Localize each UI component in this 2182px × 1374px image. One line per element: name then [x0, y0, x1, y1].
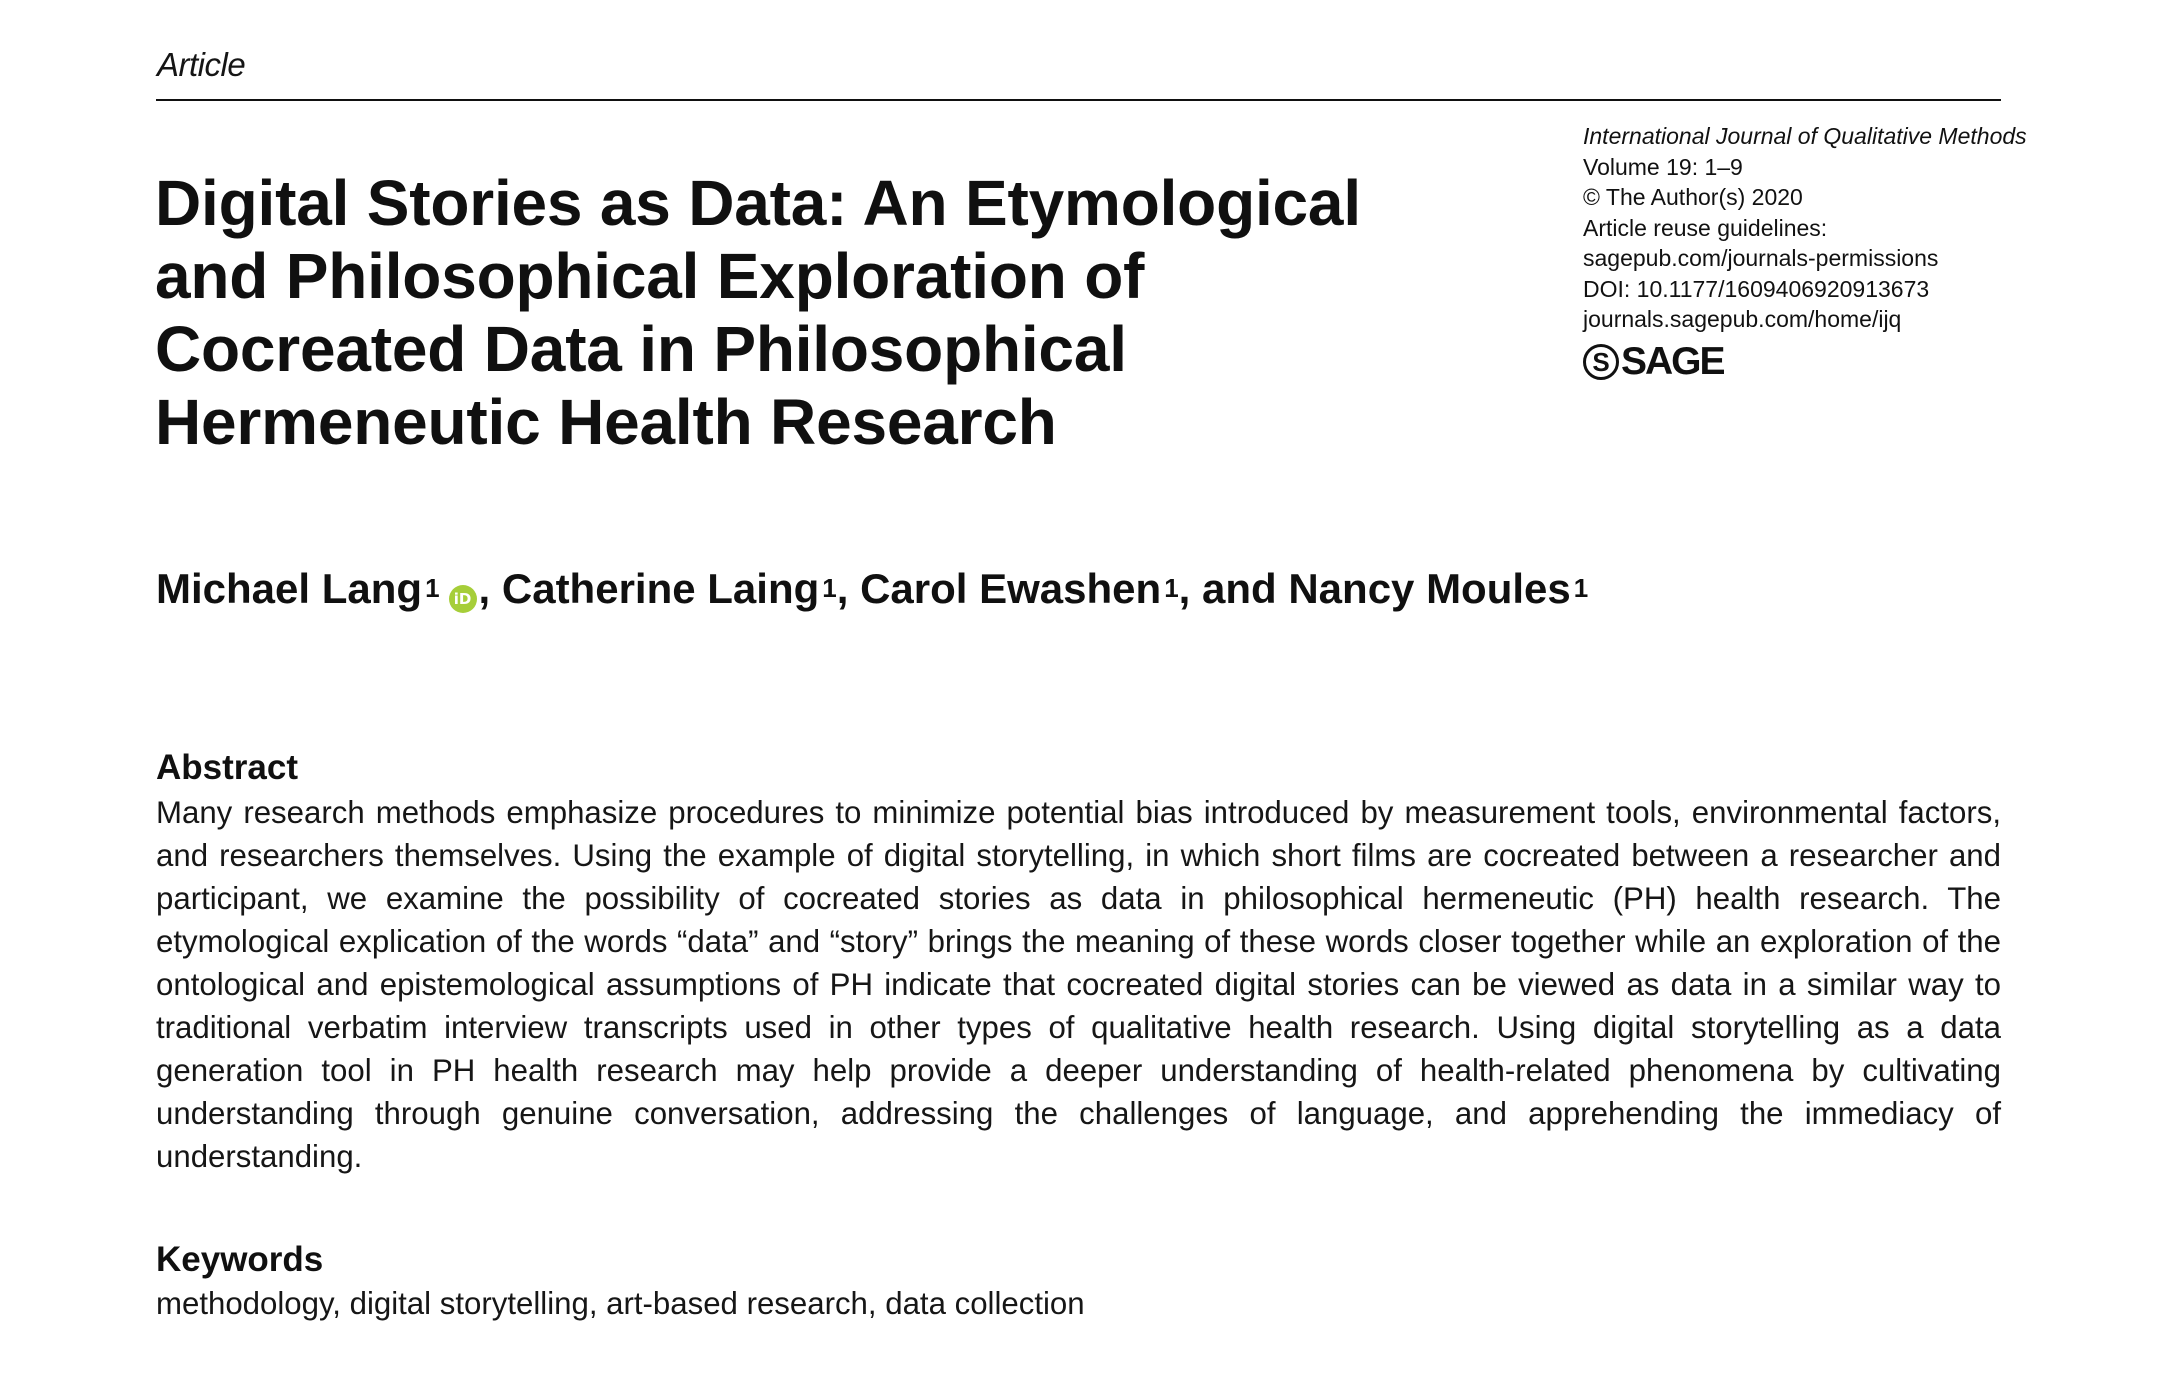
author-name: Carol Ewashen — [860, 565, 1162, 612]
author-name: Nancy Moules — [1288, 565, 1571, 612]
article-title: Digital Stories as Data: An Etymological and Philosophical Exploration of Cocreated Data in Philosophical Hermeneutic Health Research — [155, 167, 1361, 458]
author-list — [156, 565, 1588, 613]
journal-volume: Volume 19: 1–9 — [1583, 153, 1743, 180]
sage-s-icon — [1583, 344, 1619, 380]
doi[interactable]: DOI: 10.1177/1609406920913673 — [1583, 275, 1930, 302]
author-separator: , and — [1178, 565, 1289, 612]
author-affiliation: 1 — [822, 573, 837, 603]
author-affiliation: 1 — [425, 573, 440, 603]
author-affiliation: 1 — [1164, 573, 1179, 603]
permissions-link[interactable]: sagepub.com/journals-permissions — [1583, 245, 1939, 271]
sage-logo — [1583, 340, 2013, 384]
author-separator: , — [836, 565, 861, 612]
svg-text:S: S — [1592, 346, 1610, 377]
sage-logo-text: SAGE — [1621, 339, 1724, 383]
reuse-guidelines-label: Article reuse guidelines: — [1583, 214, 1828, 241]
journal-info — [1583, 121, 2027, 384]
abstract-text: Many research methods emphasize procedures to minimize potential bias introduced by measurement tools, environmental factors, and researchers themselves. Using the example of digital storytelling, in which short films are cocreated between a researcher and participant, we examine the possibility of cocreated stories as data in philosophical hermeneutic (PH) health research. The etymological explication of the words “data” and “story” brings the meaning of these words closer together while an exploration of the ontological and epistemological assumptions of PH indicate that cocreated digital stories can be viewed as data in a similar way to traditional verbatim interview transcripts used in other types of qualitative health research. Using digital storytelling as a data generation tool in PH health research may help provide a deeper understanding of health-related phenomena by cultivating understanding through genuine conversation, addressing the challenges of language, and apprehending the immediacy of understanding. — [156, 795, 2001, 1174]
author-affiliation: 1 — [1573, 573, 1589, 603]
abstract-heading: Abstract — [156, 748, 298, 787]
journal-name: International Journal of Qualitative Methods — [1583, 123, 2027, 149]
journal-homepage-link[interactable]: journals.sagepub.com/home/ijq — [1583, 306, 1902, 332]
author-name: Catherine Laing — [501, 565, 820, 612]
keywords-heading: Keywords — [156, 1240, 324, 1279]
article-type-label: Article — [157, 46, 246, 83]
journal-copyright: © The Author(s) 2020 — [1583, 184, 1803, 210]
author-name: Michael Lang — [156, 565, 423, 612]
author-separator: , — [478, 565, 502, 612]
header-rule — [156, 99, 2001, 101]
keywords-text: methodology, digital storytelling, art-based research, data collection — [156, 1286, 1085, 1321]
orcid-icon[interactable]: iD — [449, 585, 477, 613]
